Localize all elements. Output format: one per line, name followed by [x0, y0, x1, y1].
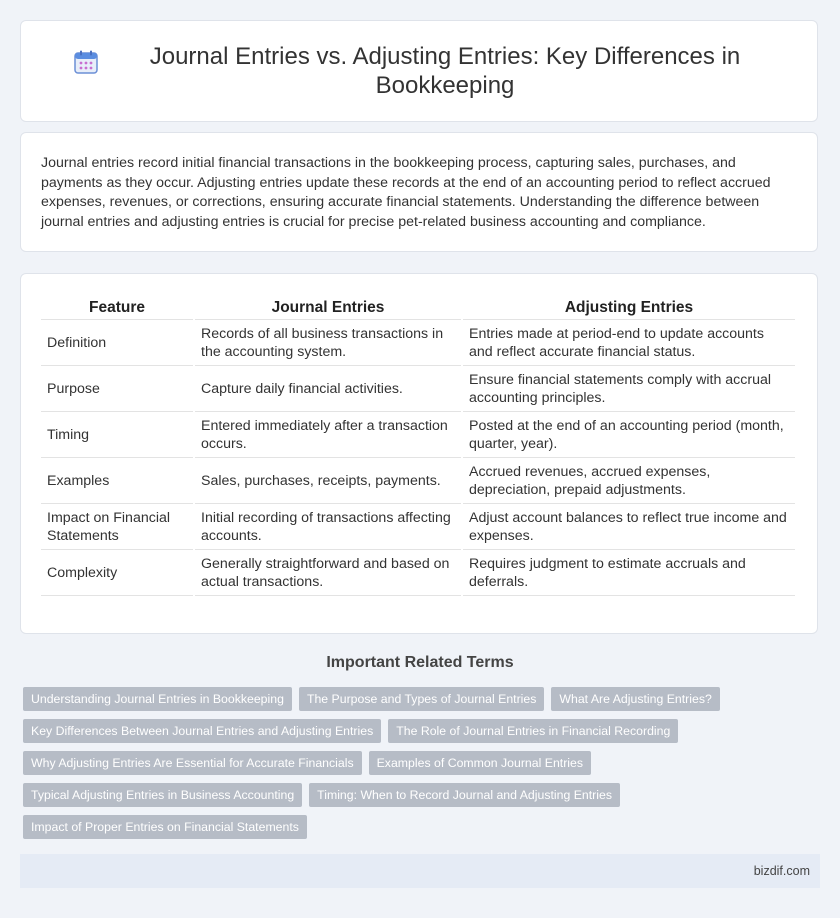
feature-cell: Examples [41, 458, 193, 504]
calendar-icon [73, 62, 125, 80]
table-row [41, 550, 795, 596]
table-header-row [41, 295, 795, 320]
table-row [41, 366, 795, 412]
related-term-tag[interactable]: Impact of Proper Entries on Financial Statements [23, 815, 307, 839]
table-row [41, 458, 795, 504]
comparison-card [20, 273, 818, 634]
adjusting-cell: Requires judgment to estimate accruals and deferrals. [463, 550, 795, 596]
related-term-tag[interactable]: What Are Adjusting Entries? [551, 687, 719, 711]
adjusting-cell: Accrued revenues, accrued expenses, depreciation, prepaid adjustments. [463, 458, 795, 504]
header-journal-entries: Journal Entries [195, 295, 461, 320]
site-name[interactable]: bizdif.com [753, 864, 810, 878]
feature-cell: Timing [41, 412, 193, 458]
footer [20, 854, 820, 888]
journal-cell: Records of all business transactions in the accounting system. [195, 320, 461, 366]
table-row [41, 320, 795, 366]
related-term-tag[interactable]: The Purpose and Types of Journal Entries [299, 687, 544, 711]
adjusting-cell: Adjust account balances to reflect true income and expenses. [463, 504, 795, 550]
adjusting-cell: Ensure financial statements comply with accrual accounting principles. [463, 366, 795, 412]
related-terms-title: Important Related Terms [326, 654, 514, 671]
intro-card [20, 132, 818, 252]
related-term-tag[interactable]: Timing: When to Record Journal and Adjusting Entries [309, 783, 620, 807]
related-term-tag[interactable]: Examples of Common Journal Entries [369, 751, 591, 775]
feature-cell: Purpose [41, 366, 193, 412]
related-term-tag[interactable]: The Role of Journal Entries in Financial Recording [388, 719, 678, 743]
header-feature: Feature [41, 295, 193, 320]
related-term-tag[interactable]: Why Adjusting Entries Are Essential for Accurate Financials [23, 751, 362, 775]
comparison-table [39, 295, 797, 596]
header-adjusting-entries: Adjusting Entries [463, 295, 795, 320]
journal-cell: Entered immediately after a transaction occurs. [195, 412, 461, 458]
feature-cell: Definition [41, 320, 193, 366]
related-term-tag[interactable]: Understanding Journal Entries in Bookkeeping [23, 687, 292, 711]
related-terms-list [23, 687, 803, 847]
journal-cell: Generally straightforward and based on actual transactions. [195, 550, 461, 596]
adjusting-cell: Entries made at period-end to update accounts and reflect accurate financial status. [463, 320, 795, 366]
page-title: Journal Entries vs. Adjusting Entries: Key Differences in Bookkeeping [149, 43, 741, 99]
header-card [20, 20, 818, 122]
intro-text: Journal entries record initial financial transactions in the bookkeeping process, capturing sales, purchases, and payments as they occur. Adjusting entries update these records at the end of an accounting period to reflect accrued expenses, revenues, or corrections, ensuring accurate financial statements. Understanding the difference between journal entries and adjusting entries is crucial for precise pet-related business accounting and compliance. [41, 155, 771, 230]
feature-cell: Complexity [41, 550, 193, 596]
table-row [41, 412, 795, 458]
table-row [41, 504, 795, 550]
related-term-tag[interactable]: Typical Adjusting Entries in Business Accounting [23, 783, 302, 807]
journal-cell: Initial recording of transactions affecting accounts. [195, 504, 461, 550]
feature-cell: Impact on Financial Statements [41, 504, 193, 550]
related-term-tag[interactable]: Key Differences Between Journal Entries and Adjusting Entries [23, 719, 381, 743]
journal-cell: Sales, purchases, receipts, payments. [195, 458, 461, 504]
journal-cell: Capture daily financial activities. [195, 366, 461, 412]
adjusting-cell: Posted at the end of an accounting period (month, quarter, year). [463, 412, 795, 458]
